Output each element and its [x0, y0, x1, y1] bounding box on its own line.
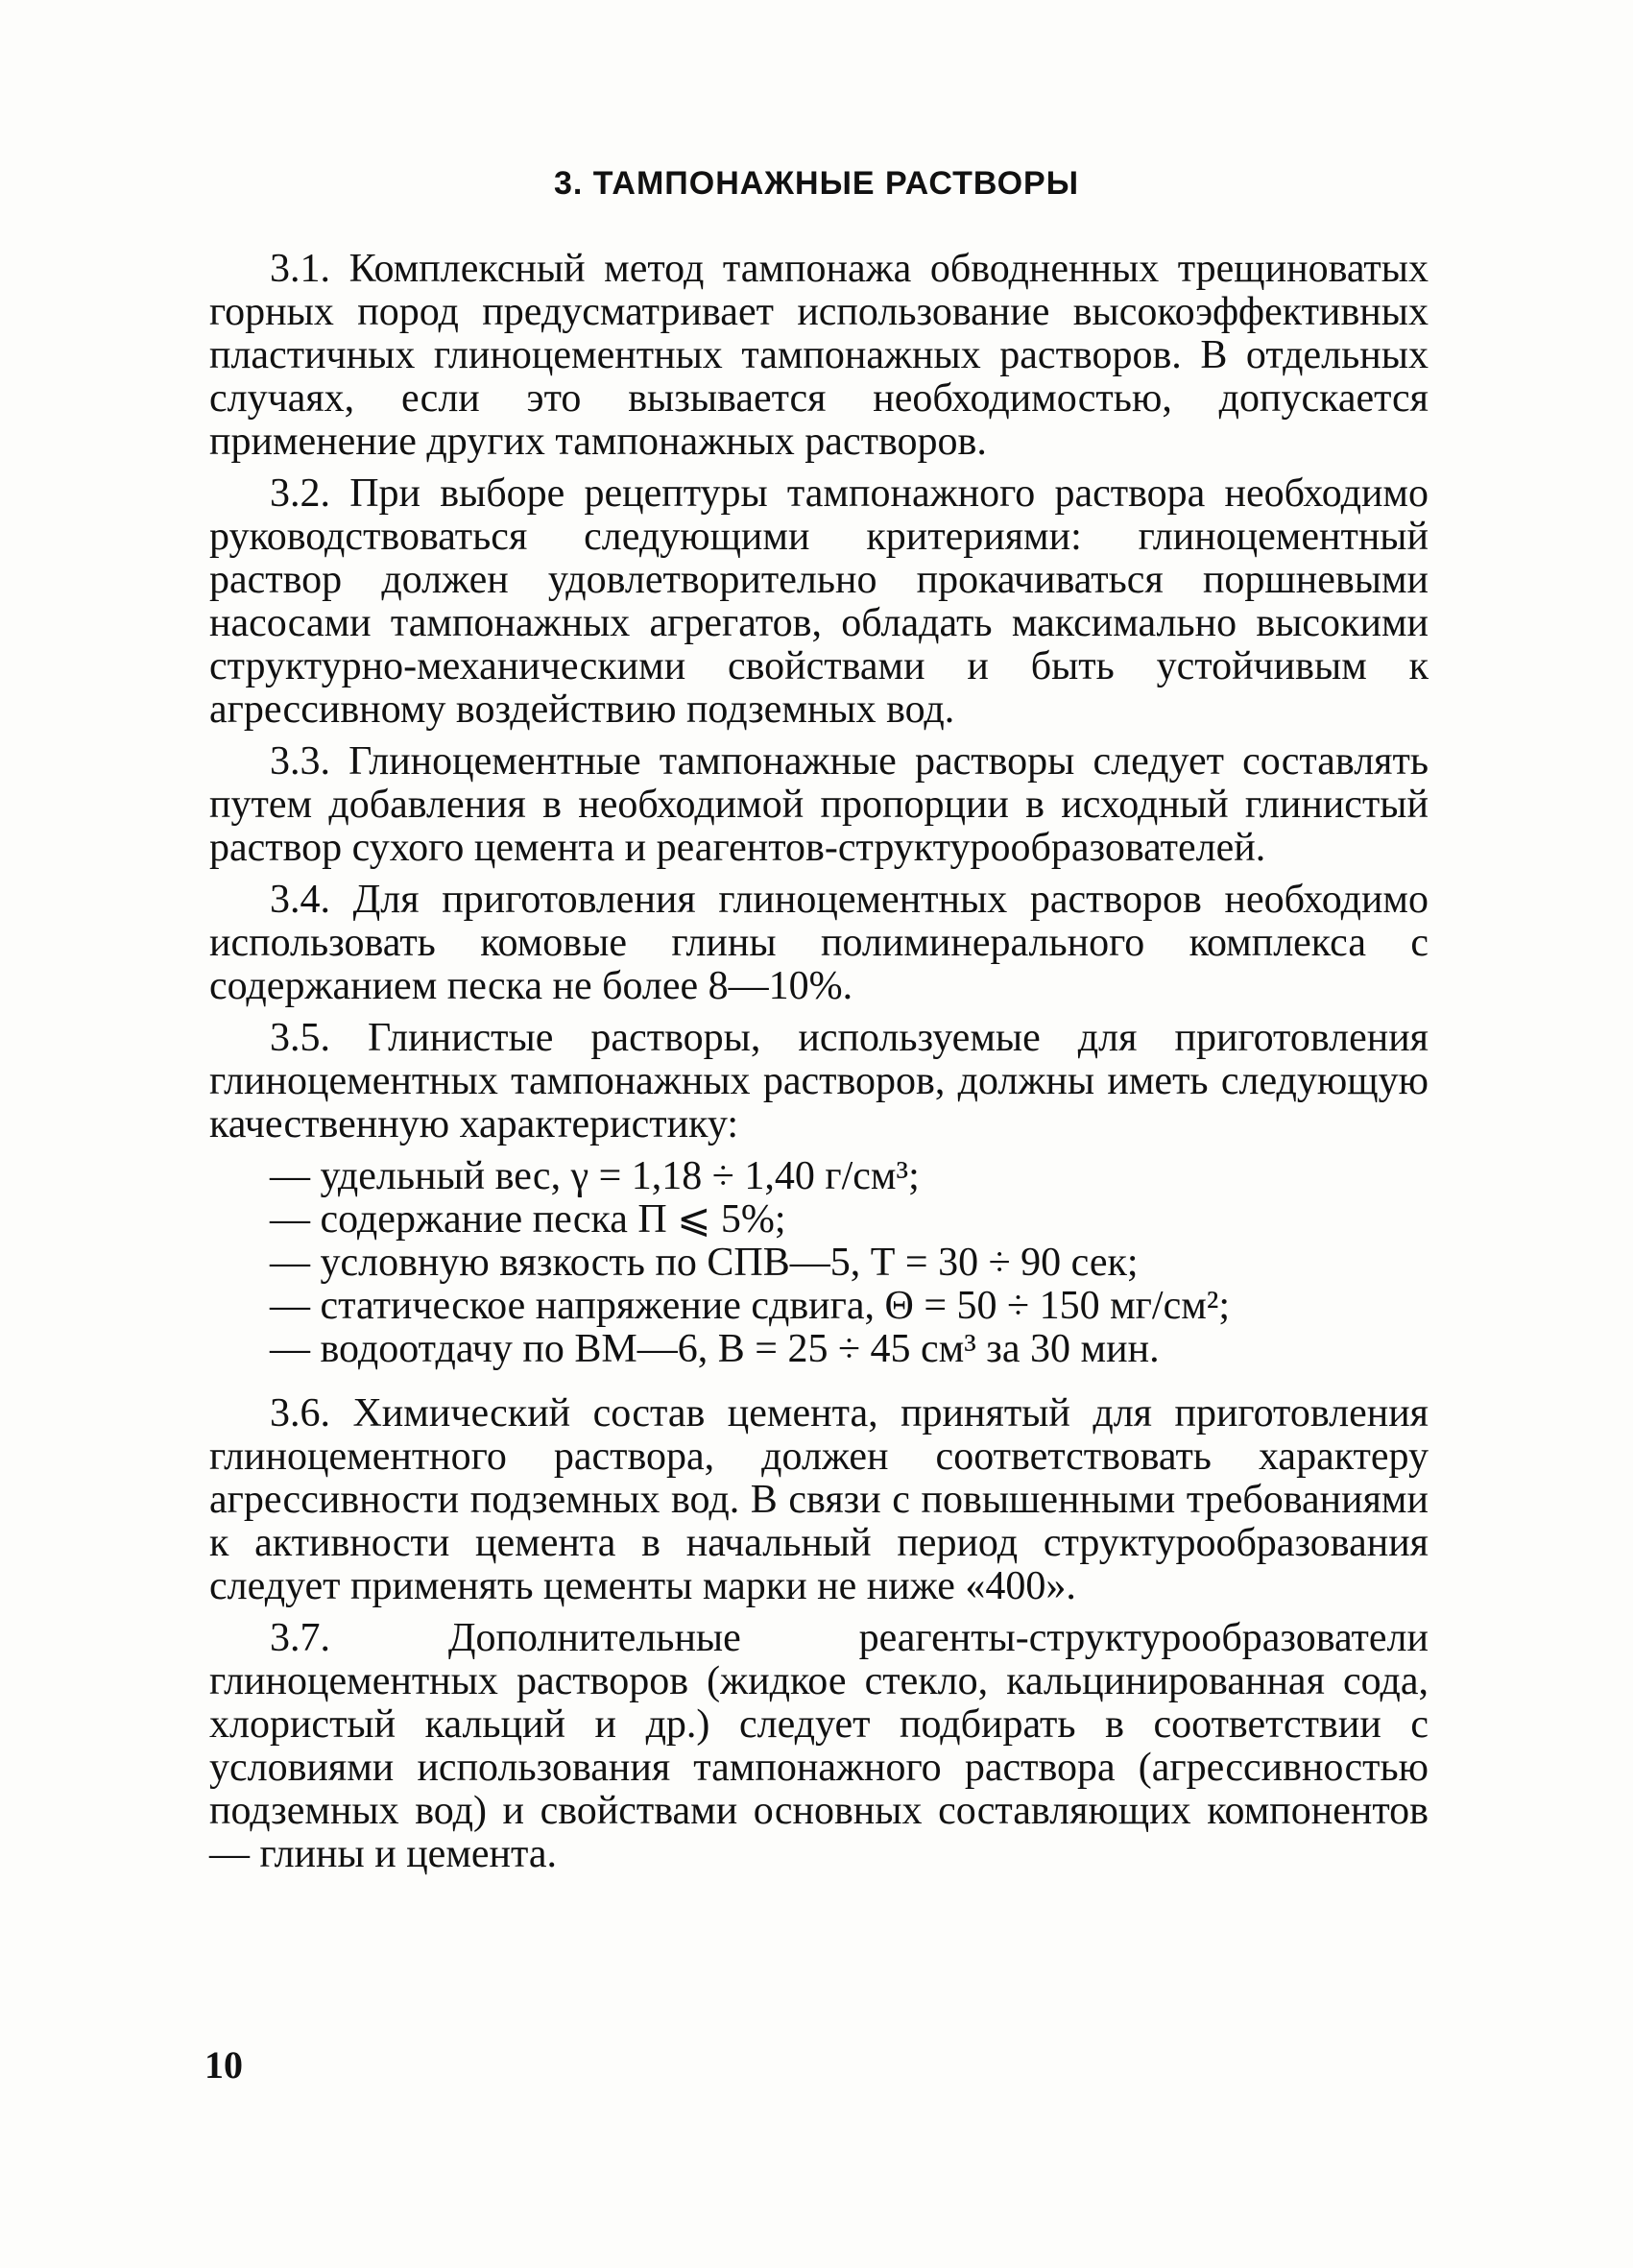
list-item-specific-weight: — удельный вес, γ = 1,18 ÷ 1,40 г/см³;: [270, 1154, 920, 1198]
paragraph-3-7: 3.7. Дополнительные реагенты-структурообразователи глиноцементных растворов (жидкое стекло, кальцинированная сода, хлористый кальций и др.) следует подбирать в соответствии с условиями использования тампонажного раствора (агрессивностью подземных вод) и свойствами основных составляющих компонентов — глины и цемента.: [209, 1616, 1429, 1876]
paragraph-3-3: 3.3. Глиноцементные тампонажные растворы следует составлять путем добавления в необходимой пропорции в исходный глинистый раствор сухого цемента и реагентов-структурообразователей.: [209, 739, 1429, 870]
list-item-shear-stress: — статическое напряжение сдвига, Θ = 50 ÷ 150 мг/см²;: [270, 1284, 1231, 1328]
paragraph-3-4: 3.4. Для приготовления глиноцементных растворов необходимо использовать комовые глины полиминерального комплекса с содержанием песка не более 8—10%.: [209, 878, 1429, 1008]
list-item-sand-content: — содержание песка П ⩽ 5%;: [270, 1197, 786, 1242]
list-item-water-loss: — водоотдачу по ВМ—6, В = 25 ÷ 45 см³ за 30 мин.: [270, 1327, 1160, 1371]
section-body: [209, 248, 1429, 1885]
characteristics-list: [209, 1155, 1429, 1371]
list-item-viscosity: — условную вязкость по СПВ—5, Т = 30 ÷ 90 сек;: [270, 1241, 1139, 1285]
paragraph-3-1: 3.1. Комплексный метод тампонажа обводненных трещиноватых горных пород предусматривает использование высокоэффективных пластичных глиноцементных тампонажных растворов. В отдельных случаях, если это вызывается необходимостью, допускается применение других тампонажных растворов.: [209, 247, 1429, 464]
section-heading: 3. ТАМПОНАЖНЫЕ РАСТВОРЫ: [554, 165, 1079, 202]
paragraph-3-2: 3.2. При выборе рецептуры тампонажного раствора необходимо руководствоваться следующими критериями: глиноцементный раствор должен удовлетворительно прокачиваться поршневыми насосами тампонажных агрегатов, обладать максимально высокими структурно-механическими свойствами и быть устойчивым к агрессивному воздействию подземных вод.: [209, 471, 1429, 732]
paragraph-3-5: 3.5. Глинистые растворы, используемые для приготовления глиноцементных тампонажных растворов, должны иметь следующую качественную характеристику:: [209, 1016, 1429, 1146]
page-number: 10: [204, 2043, 243, 2087]
paragraph-3-6: 3.6. Химический состав цемента, принятый для приготовления глиноцементного раствора, должен соответствовать характеру агрессивности подземных вод. В связи с повышенными требованиями к активности цемента в начальный период структурообразования следует применять цементы марки не ниже «400».: [209, 1391, 1429, 1608]
